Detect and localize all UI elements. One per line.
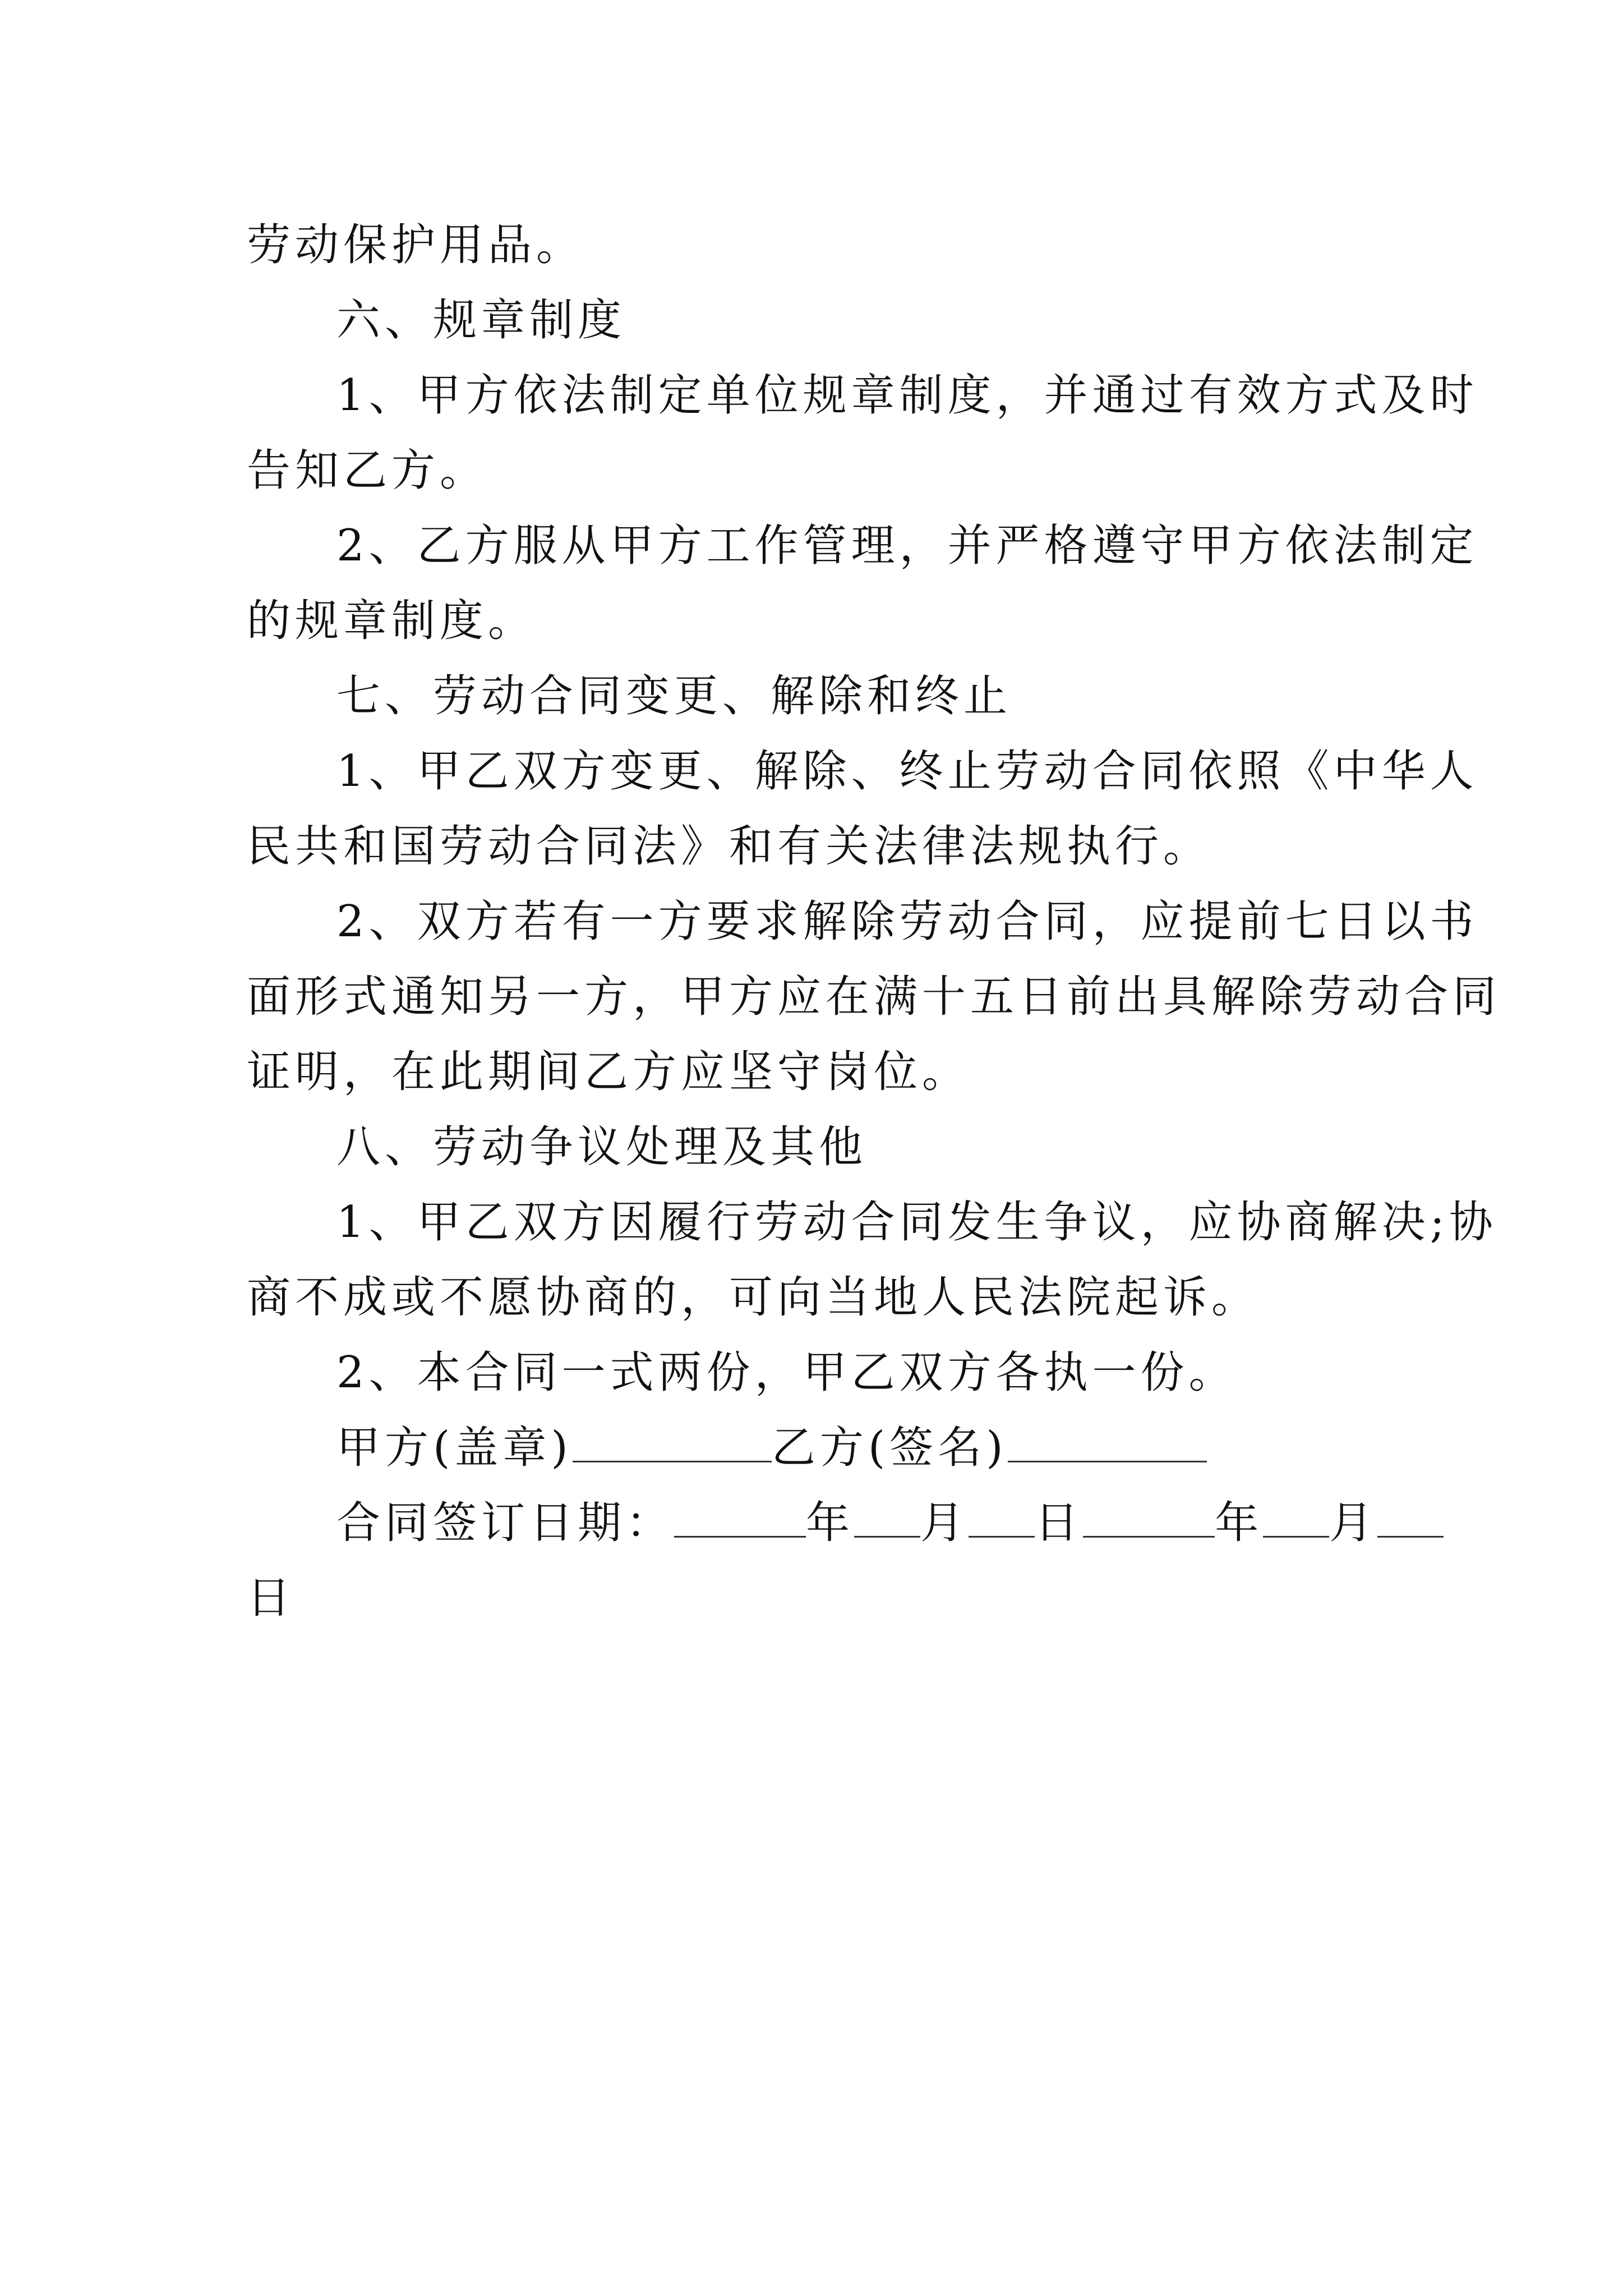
- year-unit-2: 年: [1215, 1498, 1264, 1548]
- text-line: 1、甲乙双方变更、解除、终止劳动合同依照《中华人: [336, 746, 1478, 797]
- text-line: 面形式通知另一方，甲方应在满十五日前出具解除劳动合同: [247, 972, 1501, 1022]
- section-heading: 七、劳动合同变更、解除和终止: [336, 671, 1012, 721]
- year-blank: [674, 1499, 806, 1538]
- text-line: 告知乙方。: [247, 445, 488, 496]
- month-blank-2: [1263, 1499, 1329, 1538]
- party-a-blank: [573, 1424, 772, 1462]
- party-b-blank: [1008, 1424, 1207, 1462]
- date-label: 合同签订日期：: [336, 1498, 675, 1548]
- month-blank: [854, 1499, 920, 1538]
- month-unit: 月: [920, 1498, 969, 1548]
- text-line: 的规章制度。: [247, 596, 537, 646]
- section-heading: 八、劳动争议处理及其他: [336, 1122, 868, 1172]
- day-blank-2: [1377, 1499, 1444, 1538]
- section-heading: 六、规章制度: [336, 295, 626, 346]
- text-line: 劳动保护用品。: [247, 220, 585, 270]
- text-line: 民共和国劳动合同法》和有关法律法规执行。: [247, 821, 1212, 872]
- text-line: 1、甲乙双方因履行劳动合同发生争议，应协商解决;协: [336, 1197, 1497, 1248]
- party-b-label: 乙方(签名): [771, 1423, 1008, 1473]
- month-unit-2: 月: [1329, 1498, 1378, 1548]
- day-unit: 日: [1035, 1498, 1083, 1548]
- document-page: [247, 208, 1501, 1636]
- date-line: [247, 1485, 1385, 1561]
- year-blank-2: [1083, 1499, 1215, 1538]
- text-line: 1、甲方依法制定单位规章制度，并通过有效方式及时: [336, 370, 1478, 421]
- text-line: 商不成或不愿协商的，可向当地人民法院起诉。: [247, 1272, 1260, 1323]
- text-line: 2、双方若有一方要求解除劳动合同，应提前七日以书: [336, 896, 1478, 947]
- text-line: 证明，在此期间乙方应坚守岗位。: [247, 1047, 971, 1097]
- text-line: 2、本合同一式两份，甲乙双方各执一份。: [336, 1347, 1237, 1398]
- signature-line: [247, 1410, 1385, 1485]
- year-unit: 年: [806, 1498, 855, 1548]
- text-line: 2、乙方服从甲方工作管理，并严格遵守甲方依法制定: [336, 521, 1478, 571]
- party-a-label: 甲方(盖章): [336, 1423, 573, 1473]
- day-blank: [969, 1499, 1035, 1538]
- date-day-continuation: 日: [247, 1573, 296, 1623]
